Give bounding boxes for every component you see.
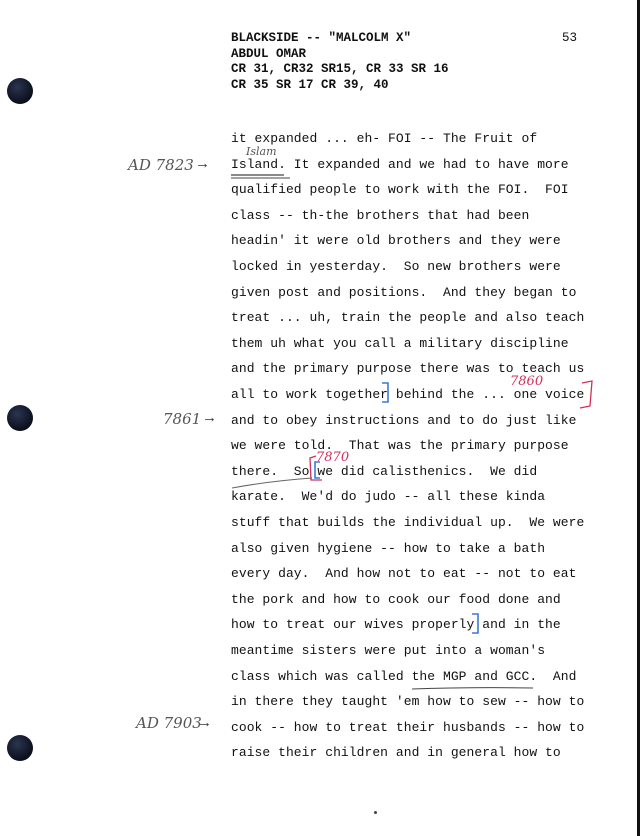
annotation-7861: 7861 bbox=[163, 410, 202, 428]
transcript-line: and to obey instructions and to do just like bbox=[231, 412, 577, 428]
binder-hole-icon bbox=[7, 735, 33, 761]
transcript-line: it expanded ... eh- FOI -- The Fruit of bbox=[231, 131, 538, 146]
document-header bbox=[231, 31, 449, 93]
transcript-line: there. So we did calisthenics. We did bbox=[231, 463, 538, 479]
header-line: CR 35 SR 17 CR 39, 40 bbox=[231, 77, 389, 92]
transcript-line: karate. We'd do judo -- all these kinda bbox=[231, 489, 546, 505]
transcript-line: meantime sisters were put into a woman's bbox=[231, 643, 546, 658]
transcript-line: qualified people to work with the FOI. FOI bbox=[231, 182, 569, 198]
transcript-line: and the primary purpose there was to teach us bbox=[231, 361, 585, 377]
transcript-line: we were told. That was the primary purpose bbox=[231, 438, 569, 454]
annotation-7860: 7860 bbox=[510, 374, 544, 389]
transcript-line: raise their children and in general how to bbox=[231, 745, 561, 761]
transcript-line: headin' it were old brothers and they were bbox=[231, 233, 561, 249]
transcript-line: class which was called the MGP and GCC. And bbox=[231, 668, 577, 684]
transcript-line: in there they taught 'em how to sew -- how to bbox=[231, 694, 585, 710]
underline-mark bbox=[412, 688, 533, 689]
right-arrow-icon: → bbox=[200, 715, 210, 732]
right-arrow-icon: → bbox=[205, 410, 215, 427]
transcript-line: given post and positions. And they began to bbox=[231, 284, 577, 300]
transcript-line: locked in yesterday. So new brothers were bbox=[231, 259, 561, 274]
transcript-line: treat ... uh, train the people and also teach bbox=[231, 310, 585, 326]
transcript-line: cook -- how to treat their husbands -- how to bbox=[231, 719, 585, 735]
header-line: CR 31, CR32 SR15, CR 33 SR 16 bbox=[231, 62, 449, 76]
pencil-mark bbox=[232, 478, 312, 488]
annotation-ad-7823: AD 7823 bbox=[128, 156, 194, 174]
speck bbox=[374, 811, 377, 814]
transcript-line: class -- th-the brothers that had been bbox=[231, 207, 530, 223]
page-number: 53 bbox=[562, 31, 578, 45]
header-line: ABDUL OMAR bbox=[231, 46, 307, 61]
transcript-line: how to treat our wives properly and in the bbox=[231, 617, 561, 633]
transcript-line: the pork and how to cook our food done and bbox=[231, 591, 561, 607]
header-line: BLACKSIDE -- "MALCOLM X" bbox=[231, 31, 412, 45]
transcript-line: stuff that builds the individual up. We were bbox=[231, 515, 585, 530]
transcript-line: them uh what you call a military discipline bbox=[231, 335, 569, 351]
annotation-islam: Islam bbox=[246, 145, 277, 158]
transcript-line: all to work together behind the ... one voice bbox=[231, 387, 585, 402]
transcript-line: Island. It expanded and we had to have more bbox=[231, 156, 569, 172]
binder-hole-icon bbox=[7, 405, 33, 431]
transcript-line: every day. And how not to eat -- not to eat bbox=[231, 566, 577, 582]
binder-hole-icon bbox=[7, 78, 33, 104]
right-arrow-icon: → bbox=[198, 156, 208, 173]
transcript-line: also given hygiene -- how to take a bath bbox=[231, 540, 546, 556]
annotation-ad-7903: AD 7903 bbox=[136, 714, 202, 732]
annotation-7870: 7870 bbox=[316, 450, 350, 465]
